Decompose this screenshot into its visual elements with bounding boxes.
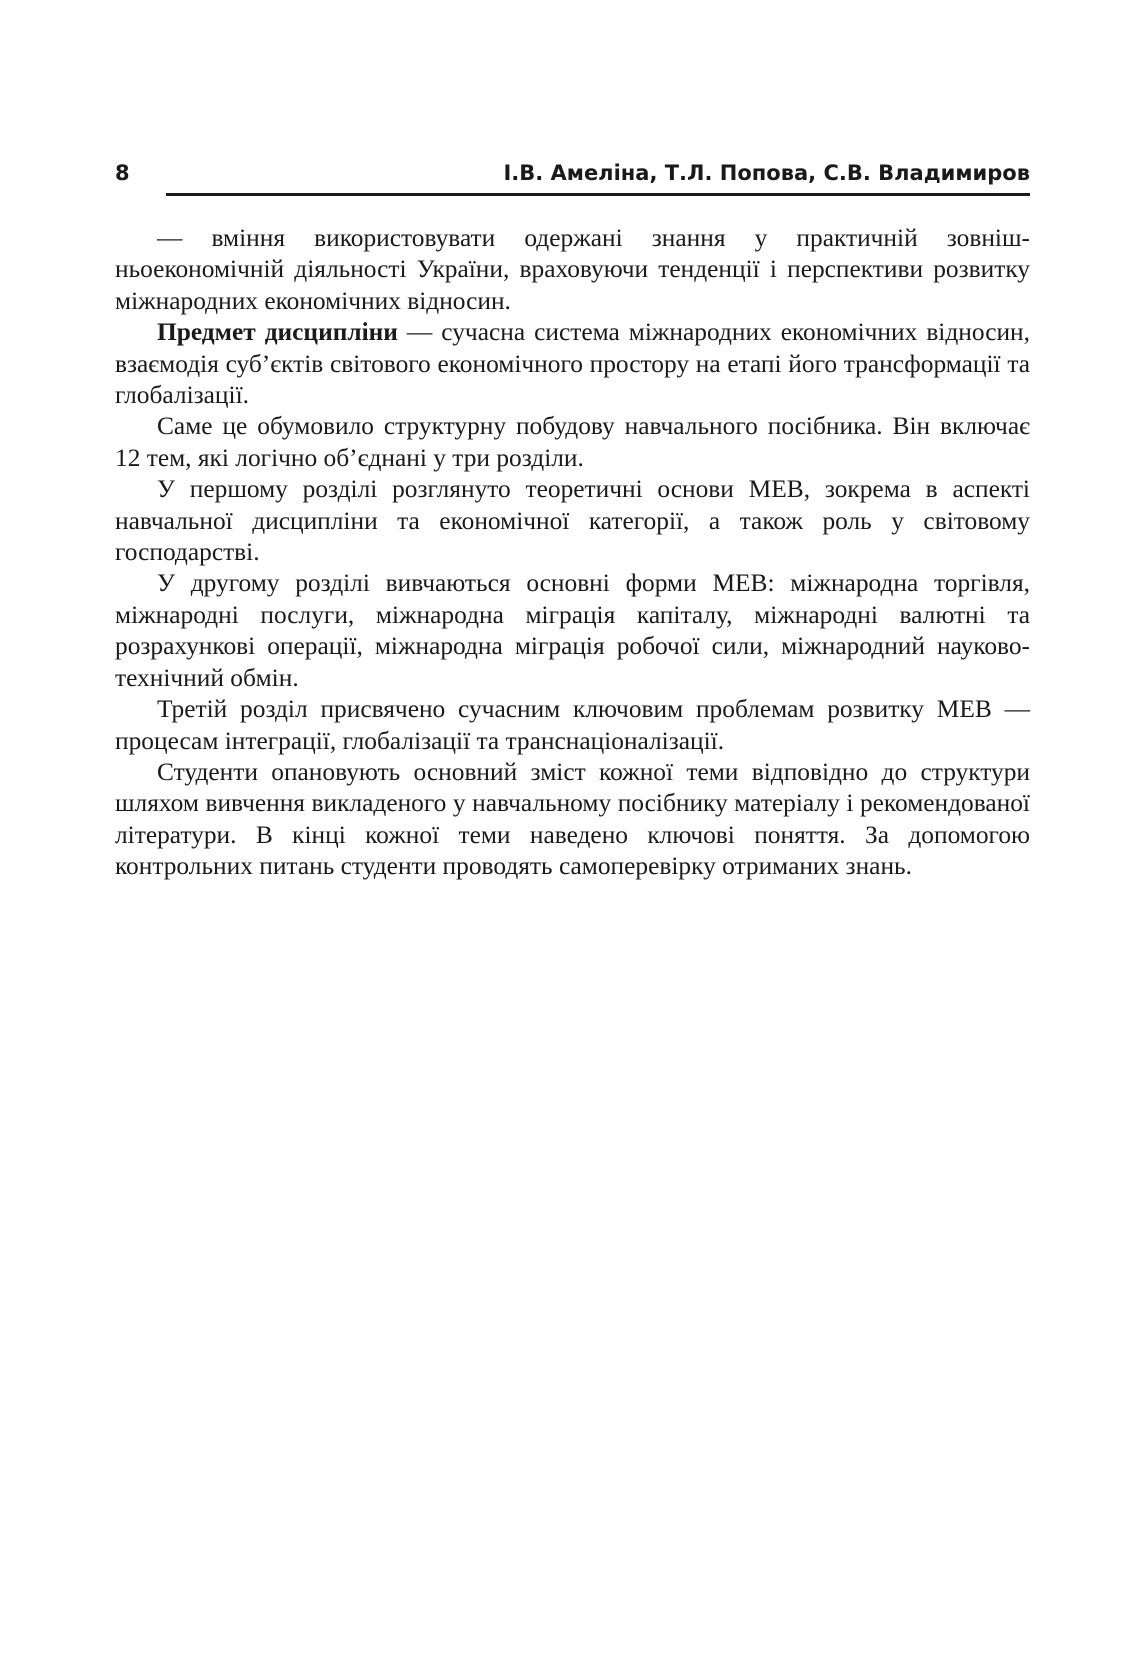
paragraph-study-method [115,757,1030,883]
paragraph-text: — сучасна система міжнародних економічних відносин, взаємодія суб’єктів світового економічного простору на етапі його трансформації та глобалізації. [115,318,1030,410]
paragraph-section-two [115,568,1030,694]
paragraph-text: У першому розділі розглянуто теоретичні основи МЕВ, зокрема в аспекті навчальної дисципліни та економічної категорії, а також роль у світовому господарстві. [115,475,1030,567]
defined-term: Предмет дисципліни [157,318,398,347]
paragraph-text: — вміння використовувати одержані знання у практичній зовнішньоекономічній діяльності України, враховуючи тенденції і перспективи розвитку міжнародних економічних відносин. [115,224,1030,315]
paragraph-text: Саме це обумовило структурну побудову навчального посібника. Він включає 12 тем, які логічно об’єднані у три розділи. [115,412,1030,472]
page-number: 8 [115,161,130,185]
body-text [115,223,1030,883]
paragraph-skill-list-item [115,223,1030,317]
running-title: І.В. Амеліна, Т.Л. Попова, С.В. Владимиров [503,161,1030,185]
paragraph-subject-definition [115,317,1030,411]
paragraph-text: Студенти опановують основний зміст кожної теми відповідно до структури шляхом вивчення викладеного у навчальному посібнику матеріалу і рекомендованої літератури. В кінці кожної теми наведено ключові поняття. За допомогою контрольних питань студенти проводять самоперевірку отриманих знань. [115,757,1030,881]
paragraph-structure [115,411,1030,474]
paragraph-section-one [115,474,1030,568]
paragraph-text: Третій розділ присвячено сучасним ключовим проблемам розвитку МЕВ — процесам інтеграції, глобалізації та транснаціоналізації. [115,695,1030,755]
header-rule [166,193,1030,196]
paragraph-section-three [115,694,1030,757]
paragraph-text: У другому розділі вивчаються основні форми МЕВ: міжнародна торгівля, міжнародні послуги, міжнародна міграція капіталу, міжнародні валютні та розрахункові операції, міжнародна міграція робочої сили, міжнародний науково-технічний обмін. [115,569,1030,692]
page-header [115,160,1030,186]
